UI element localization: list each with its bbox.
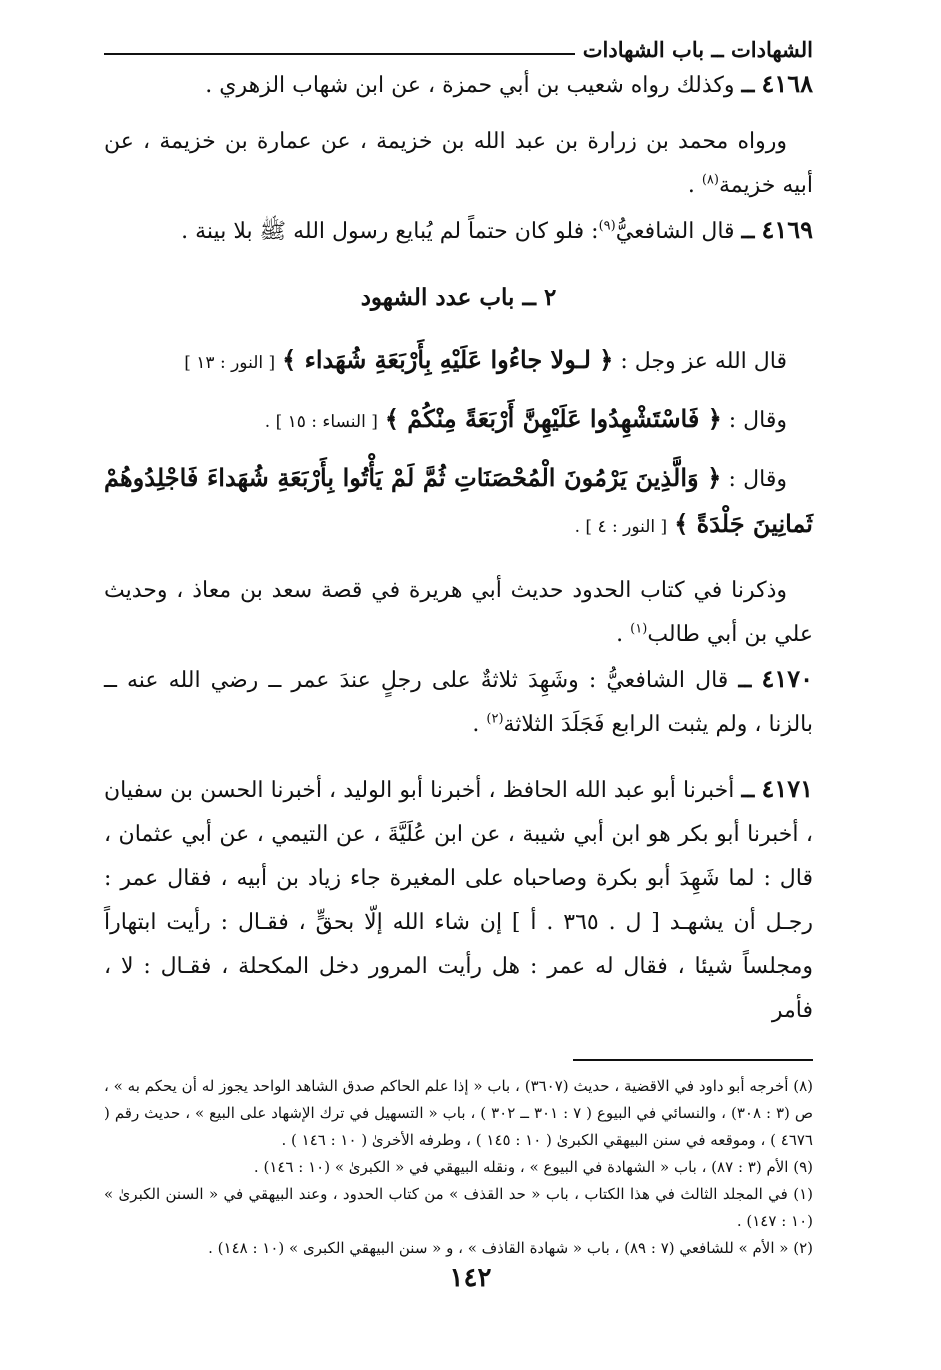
entry-number: ٤١٦٨ [761, 69, 813, 98]
entry-text: أخبرنا أبو عبد الله الحافظ ، أخبرنا أبو الوليد ، أخبرنا الحسن بن سفيان ، أخبرنا أبو بكر هو ابن أبي شيبة ، عن ابن عُلَيَّةَ ، عن التيمي ، عن أبي عثمان ، قال : لما شَهِدَ أبو بكرة وصاحباه على المغيرة جاء زياد بن أبيه ، فقال عمر : رجـل أن يشهـد [ ل . ٣٦٥ . أ ] إن شاء الله إلّا بحقٍّ ، فقـال : رأيت ابتهاراً ومجلساً شيئا ، فقال له عمر : هل رأيت المرور دخل المكحلة ، فقـال : لا ، فأمر [104, 778, 813, 1023]
verse-intro: وقال : [728, 467, 788, 492]
footnote-separator [573, 1059, 813, 1061]
entry-end: . [687, 173, 702, 198]
hudud-paragraph [104, 569, 813, 657]
footnote-marker: (٨) [701, 172, 719, 188]
quran-verse: ﴿ وَالَّذِينَ يَرْمُونَ الْمُحْصَنَاتِ ثُمَّ لَمْ يَأْتُوا بِأَرْبَعَةِ شُهَداءَ فَاجْلِدُوهُمْ ثَمانِينَ جَلْدَةً ﴾ [104, 463, 813, 538]
entry-4170 [104, 657, 813, 747]
entry-text: : فلو كان حتماً لم يُبايع رسول الله ﷺ بلا بينة . [181, 219, 599, 244]
footnote: (١) في المجلد الثالث في هذا الكتاب ، باب « حد القذف » من كتاب الحدود ، وعند البيهقي في « السنن الكبرىٰ » (١٠ : ١٤٧) . [104, 1185, 813, 1230]
entry-dash: ــ [738, 667, 752, 693]
verse-2 [104, 397, 813, 444]
entry-text: ورواه محمد بن زرارة بن عبد الله بن خزيمة ، عن عمارة بن خزيمة ، عن أبيه خزيمة [104, 129, 813, 198]
entry-4168-continuation [104, 120, 813, 208]
entry-text: قال الشافعيُّ : وشَهِدَ ثلاثةٌ على رجلٍ عندَ عمر ــ رضي الله عنه ــ بالزنا ، ولم يثبت الرابع فَجَلَدَ الثلاثة [104, 668, 813, 737]
footnote-marker: (٩) [598, 218, 616, 234]
footnote: (٢) « الأم » للشافعي (٧ : ٨٩) ، باب « شهادة القاذف » ، و « سنن البيهقي الكبرى » (١٠ : ١٤٨) . [208, 1239, 813, 1257]
footnote-marker: (٢) [486, 711, 504, 727]
entry-dash: ــ [741, 72, 755, 98]
entry-dash: ــ [741, 777, 755, 803]
paragraph-text: وذكرنا في كتاب الحدود حديث أبي هريرة في قصة سعد بن معاذ ، وحديث علي بن أبي طالب [104, 578, 813, 647]
verse-intro: وقال : [728, 408, 787, 433]
entry-text: وكذلك رواه شعيب بن أبي حمزة ، عن ابن شهاب الزهري . [205, 73, 735, 98]
verse-reference: [ النور : ١٣ ] [184, 353, 276, 373]
entry-text: قال الشافعيُّ [615, 219, 735, 244]
entry-4168 [104, 62, 813, 108]
entry-number: ٤١٧٠ [761, 664, 813, 693]
entry-dash: ــ [741, 218, 755, 244]
section-title: ٢ ــ باب عدد الشهود [360, 284, 557, 311]
header-rule [104, 53, 575, 55]
page-number: ١٤٢ [449, 1263, 492, 1293]
verse-1 [104, 338, 813, 385]
running-title: الشهادات ــ باب الشهادات [582, 37, 813, 62]
footnote: (٨) أخرجه أبو داود في الاقضية ، حديث (٣٦٠٧) ، باب « إذا علم الحاكم صدق الشاهد الواحد يجوز له أن يحكم به » ، ص (٣ : ٣٠٨) ، والنسائي في البيوع ( ٧ : ٣٠١ ــ ٣٠٢ ) ، باب « التسهيل في ترك الإشهاد على البيع » ، حديث رقم ( ٤٦٧٦ ) ، وموقعه في سنن البيهقي الكبرىٰ ( ١٠ : ١٤٥ ) ، وطرفه الأخرىٰ ( ١٠ : ١٤٦ ) . [104, 1077, 813, 1149]
entry-4169 [104, 208, 813, 254]
verse-reference: [ النور : ٤ ] . [574, 517, 668, 537]
footnote: (٩) الأم (٣ : ٨٧) ، باب « الشهادة في البيوع » ، ونقله البيهقي في « الكبرىٰ » (١٠ : ١٤٦) . [253, 1158, 813, 1176]
footnote-marker: (١) [630, 621, 648, 637]
entry-4171 [104, 767, 813, 1033]
verse-intro: قال الله عز وجل : [620, 349, 787, 374]
running-header [104, 28, 813, 62]
verse-3 [104, 456, 813, 549]
quran-verse: ﴿ لـولا جاءُوا عَلَيْهِ بِأَرْبَعَةِ شُهَداء ﴾ [282, 345, 614, 374]
paragraph-end: . [616, 622, 631, 647]
quran-verse: ﴿ فَاسْتَشْهِدُوا عَلَيْهِنَّ أَرْبَعَةً مِنْكُمْ ﴾ [384, 404, 722, 433]
entry-number: ٤١٧١ [761, 774, 814, 803]
verse-reference: [ النساء : ١٥ ] . [264, 412, 378, 432]
entry-number: ٤١٦٩ [761, 215, 813, 244]
entry-end: . [472, 712, 487, 737]
footnotes [104, 1073, 813, 1262]
